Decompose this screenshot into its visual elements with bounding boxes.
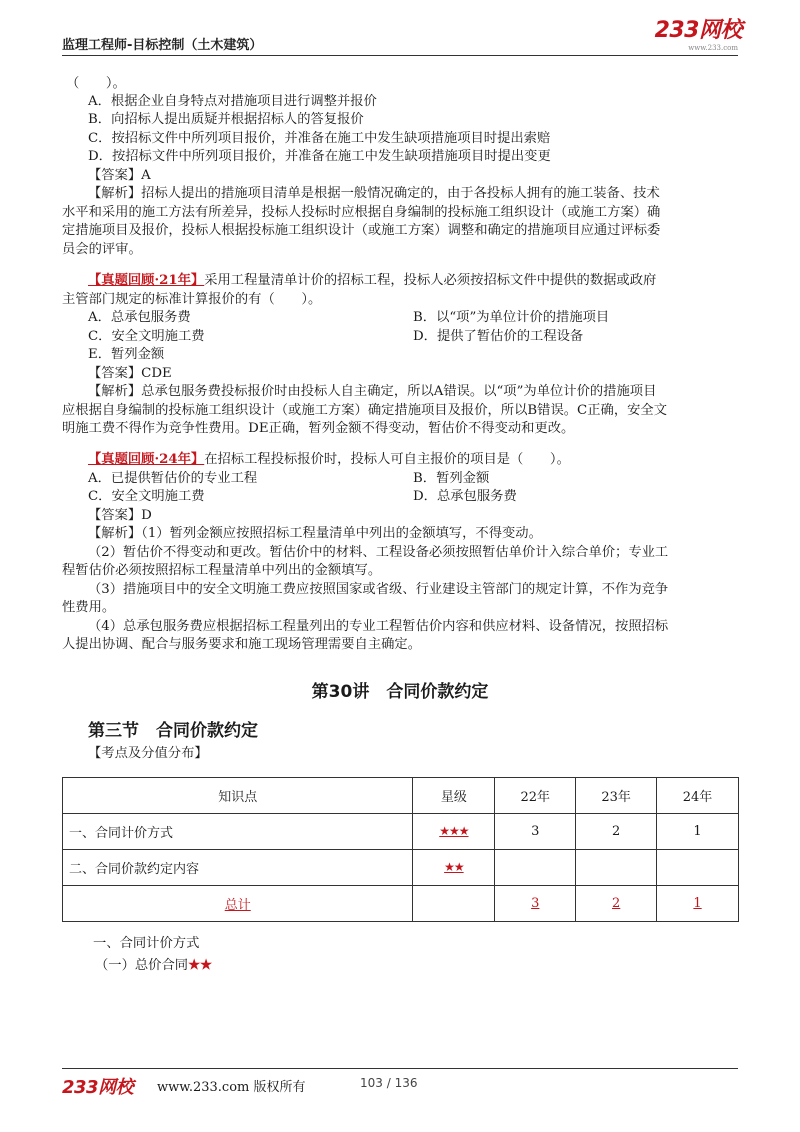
exam-tag-21: 【真题回顾·21年】: [88, 273, 205, 288]
option-e: E．暂列金额: [88, 347, 165, 362]
brand-logo-url: www.233.com: [688, 44, 738, 52]
analysis-line: 【解析】招标人提出的措施项目清单是根据一般情况确定的，由于各投标人拥有的施工装备、技术: [88, 186, 660, 201]
score-cell: 2: [576, 814, 657, 850]
question-24: [88, 451, 570, 470]
answer: 【答案】A: [88, 168, 151, 183]
option-b: B．以“项”为单位计价的措施项目: [413, 310, 610, 325]
analysis-line: 明施工费不得作为竞争性费用。DE正确，暂列金额不得变动，暂估价不得变动和更改。: [62, 421, 575, 436]
option-c: C．安全文明施工费: [88, 329, 205, 344]
analysis-line: 【解析】（1）暂列金额应按照招标工程量清单中列出的金额填写，不得变动。: [88, 526, 542, 541]
option-d: D．总承包服务费: [413, 489, 517, 504]
star-rating: ★★: [444, 860, 464, 874]
score-cell: [657, 850, 739, 886]
option-d: D．提供了暂估价的工程设备: [413, 329, 584, 344]
total-score: 3: [531, 896, 540, 911]
analysis-line: 程暂估价必须按照招标工程量清单中列出的金额填写。: [62, 563, 382, 578]
question-stem: 主管部门规定的标准计算报价的有（ ）。: [62, 292, 322, 307]
heading-text: （一）总价合同: [95, 958, 189, 973]
header-cell: 星级: [413, 778, 495, 814]
option-b: B．向招标人提出质疑并根据招标人的答复报价: [88, 112, 364, 127]
option-b: B．暂列金额: [413, 471, 490, 486]
total-score: 1: [693, 896, 702, 911]
distribution-label: 【考点及分值分布】: [88, 746, 208, 761]
section-title: 第三节 合同价款约定: [88, 721, 258, 741]
brand-logo: 233网校: [654, 18, 742, 43]
analysis-line: 定措施项目及报价，投标人根据投标施工组织设计（或施工方案）调整和确定的措施项目应通过评标委: [62, 223, 661, 238]
star-rating: ★★: [188, 958, 212, 973]
knowledge-point-table: [62, 777, 739, 922]
knowledge-point-name: 二、合同价款约定内容: [63, 850, 413, 886]
option-c: C．按招标文件中所列项目报价，并准备在施工中发生缺项措施项目时提出索赔: [88, 131, 551, 146]
page-number: 103 / 136: [360, 1076, 418, 1090]
table-row: [63, 814, 739, 850]
answer: 【答案】CDE: [88, 366, 172, 381]
header-divider: [62, 55, 738, 56]
header-cell: 22年: [495, 778, 576, 814]
question-stem-end: （ ）。: [66, 76, 126, 91]
heading-level-2: [95, 957, 212, 976]
exam-tag-24: 【真题回顾·24年】: [88, 452, 205, 467]
option-c: C．安全文明施工费: [88, 489, 205, 504]
table-total-row: [63, 886, 739, 922]
analysis-line: （4）总承包服务费应根据招标工程量列出的专业工程暂估价内容和供应材料、设备情况，按照招标: [88, 619, 669, 634]
question-21: [88, 272, 656, 291]
total-label: 总计: [224, 898, 251, 913]
header-cell: 24年: [657, 778, 739, 814]
question-stem: 采用工程量清单计价的招标工程，投标人必须按招标文件中提供的数据或政府: [204, 273, 657, 288]
analysis-line: （3）措施项目中的安全文明施工费应按照国家或省级、行业建设主管部门的规定计算，不作为竞争: [88, 582, 669, 597]
heading-level-1: 一、合同计价方式: [93, 936, 200, 951]
option-d: D．按招标文件中所列项目报价，并准备在施工中发生缺项措施项目时提出变更: [88, 149, 551, 164]
analysis-line: 人提出协调、配合与服务要求和施工现场管理需要自主确定。: [62, 637, 422, 652]
star-rating: ★★★: [439, 824, 469, 838]
header-cell: 23年: [576, 778, 657, 814]
footer-logo: 233网校: [62, 1077, 134, 1098]
table-row: [63, 850, 739, 886]
score-cell: 3: [495, 814, 576, 850]
answer: 【答案】D: [88, 508, 152, 523]
header-cell: 知识点: [63, 778, 413, 814]
analysis-line: 员会的评审。: [62, 242, 142, 257]
footer-divider: [62, 1068, 738, 1069]
option-a: A．总承包服务费: [88, 310, 191, 325]
score-cell: [576, 850, 657, 886]
option-a: A．根据企业自身特点对措施项目进行调整并报价: [88, 94, 377, 109]
analysis-line: 应根据自身编制的投标施工组织设计（或施工方案）确定措施项目及报价，所以B错误。C正确，安全文: [62, 403, 668, 418]
score-cell: 1: [657, 814, 739, 850]
footer-copyright: www.233.com 版权所有: [157, 1080, 306, 1095]
question-stem: 在招标工程投标报价时，投标人可自主报价的项目是（ ）。: [204, 452, 570, 467]
score-cell: [495, 850, 576, 886]
knowledge-point-name: 一、合同计价方式: [63, 814, 413, 850]
analysis-line: 水平和采用的施工方法有所差异，投标人投标时应根据自身编制的投标施工组织设计（或施工方案）确: [62, 205, 661, 220]
analysis-line: 【解析】总承包服务费投标报价时由投标人自主确定，所以A错误。以“项”为单位计价的措施项目: [88, 384, 657, 399]
document-header-title: 监理工程师-目标控制（土木建筑）: [62, 38, 263, 53]
lecture-title: 第30讲 合同价款约定: [311, 682, 489, 702]
table-header-row: [63, 778, 739, 814]
empty-cell: [413, 886, 495, 922]
total-score: 2: [612, 896, 621, 911]
analysis-line: 性费用。: [62, 600, 116, 615]
analysis-line: （2）暂估价不得变动和更改。暂估价中的材料、工程设备必须按照暂估单价计入综合单价；专业工: [88, 545, 669, 560]
option-a: A．已提供暂估价的专业工程: [88, 471, 258, 486]
